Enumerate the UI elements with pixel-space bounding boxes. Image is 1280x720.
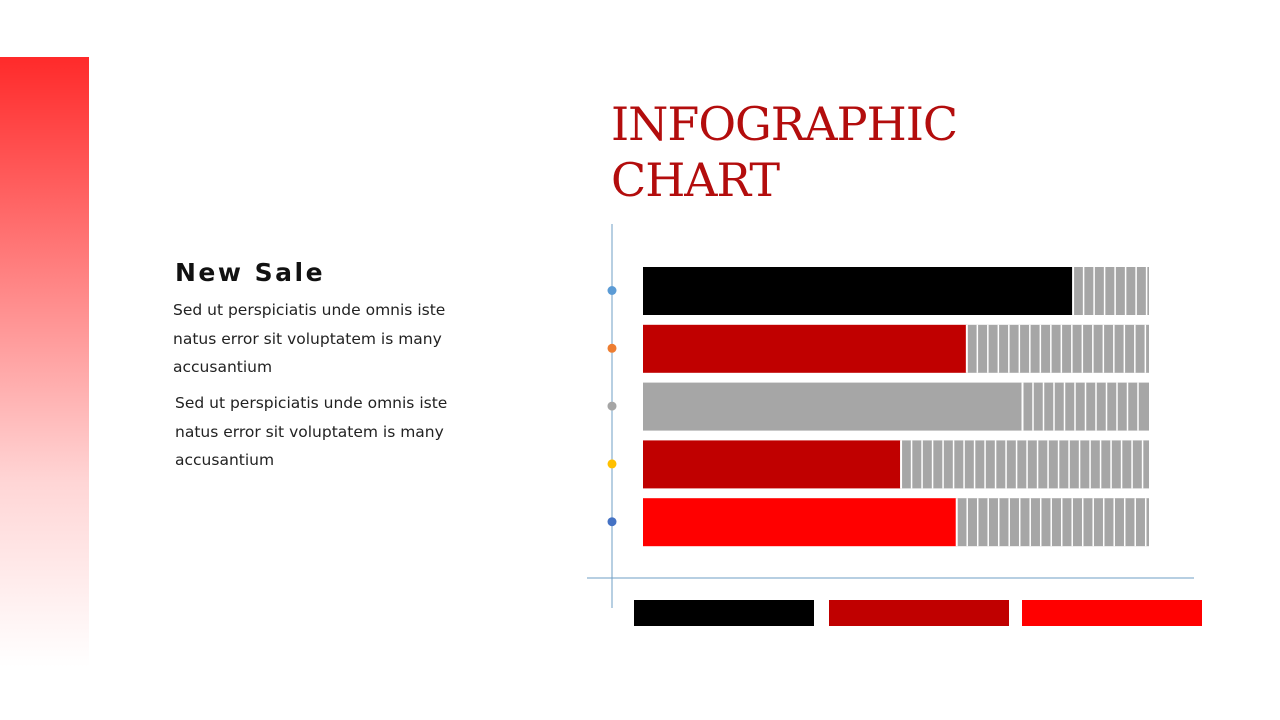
bar-4 [643, 440, 901, 488]
bar-3 [643, 383, 1023, 431]
category-marker-1 [608, 286, 617, 295]
section-heading: New Sale [175, 258, 326, 287]
legend-swatch-3 [1022, 600, 1202, 626]
legend-swatch-1 [634, 600, 814, 626]
body-paragraph-1: Sed ut perspiciatis unde omnis iste natus error sit voluptatem is many accusantium [173, 301, 446, 376]
bar-5 [643, 498, 957, 546]
category-marker-2 [608, 344, 617, 353]
bar-remainder-5 [957, 498, 1149, 546]
bar-2 [643, 325, 967, 373]
category-marker-5 [608, 517, 617, 526]
category-marker-3 [608, 402, 617, 411]
chart-title-line-1: INFOGRAPHIC [611, 97, 958, 151]
bar-1 [643, 267, 1073, 315]
body-paragraph-2: Sed ut perspiciatis unde omnis iste natus error sit voluptatem is many accusantium [175, 394, 448, 469]
bar-remainder-2 [967, 325, 1149, 373]
bar-remainder-1 [1073, 267, 1149, 315]
chart-title-line-2: CHART [611, 153, 780, 207]
legend-swatch-2 [829, 600, 1009, 626]
category-marker-4 [608, 459, 617, 468]
